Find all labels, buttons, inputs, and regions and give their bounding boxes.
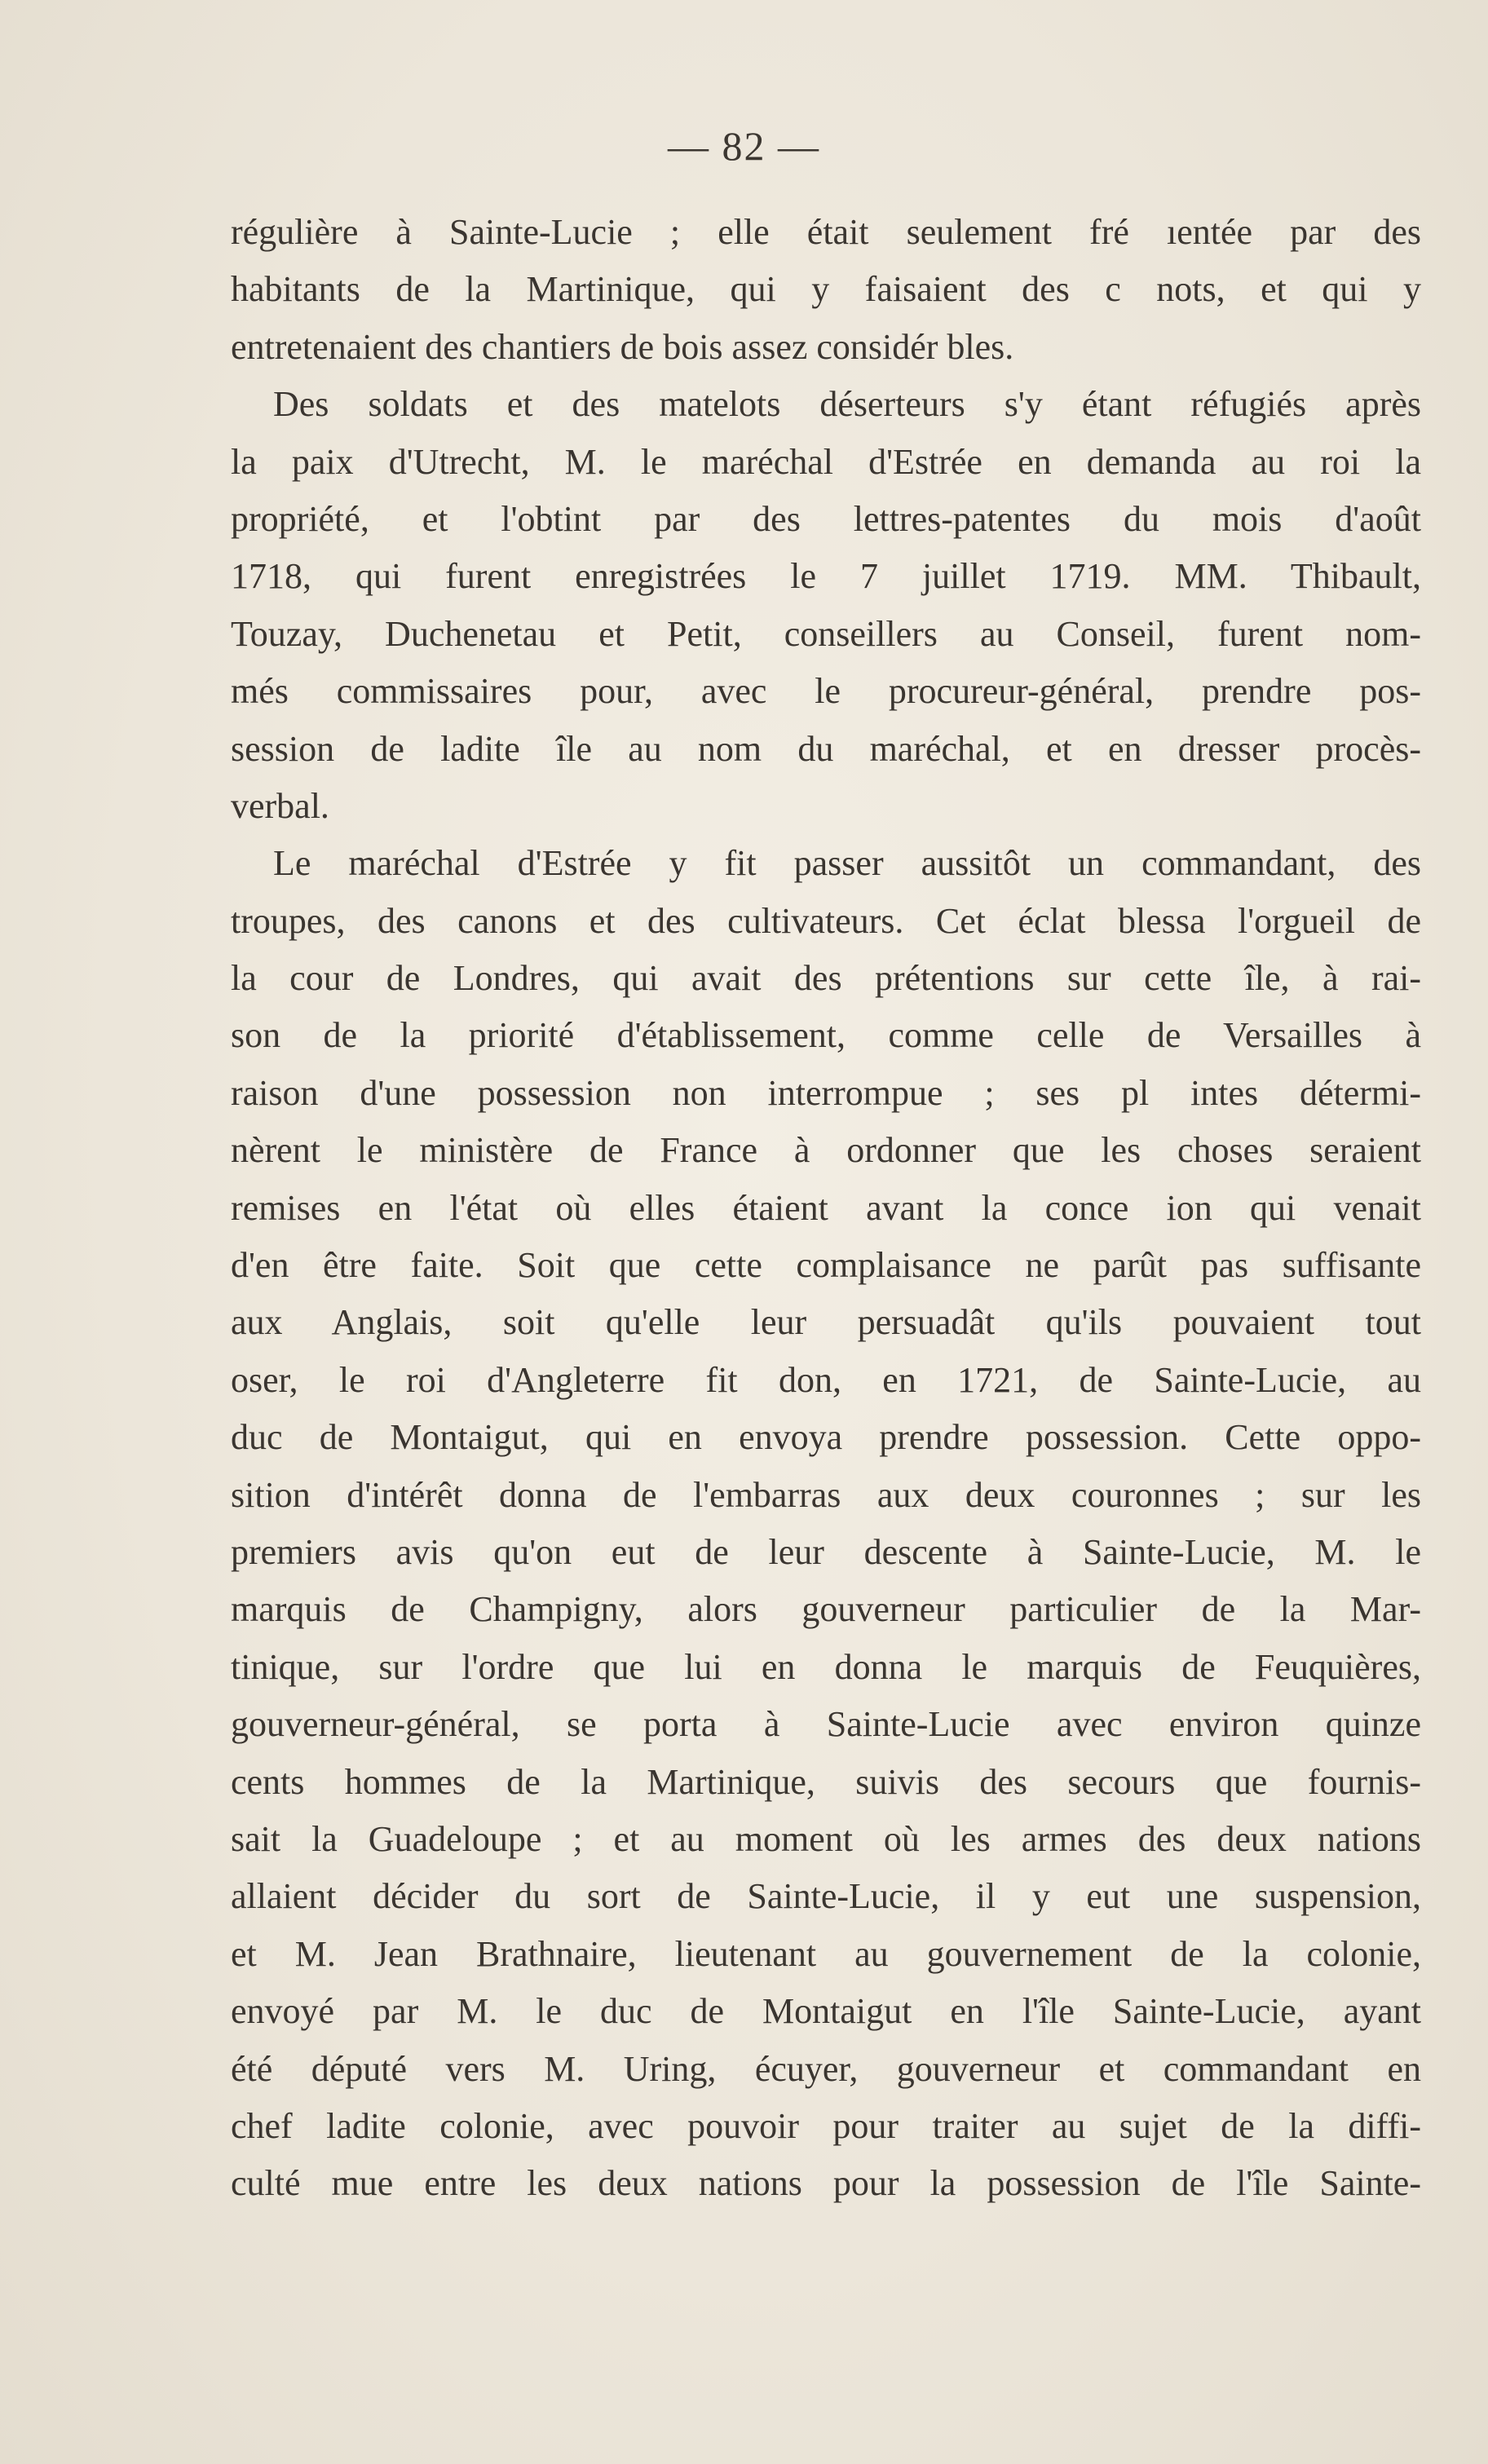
- text-line: entretenaient des chantiers de bois assez considér bles.: [231, 326, 1014, 367]
- text-line: verbal.: [231, 785, 329, 826]
- text-line: allaient décider du sort de Sainte-Lucie, il y eut une suspension,: [231, 1876, 1421, 1917]
- text-line: été député vers M. Uring, écuyer, gouverneur et commandant en: [231, 2048, 1421, 2089]
- text-line: envoyé par M. le duc de Montaigut en l'île Sainte-Lucie, ayant: [231, 1991, 1421, 2032]
- text-line: cents hommes de la Martinique, suivis des secours que fournis-: [231, 1761, 1421, 1802]
- text-line: oser, le roi d'Angleterre fit don, en 1721, de Sainte-Lucie, au: [231, 1359, 1421, 1400]
- text-line: la paix d'Utrecht, M. le maréchal d'Estrée en demanda au roi la: [231, 441, 1421, 482]
- text-line: d'en être faite. Soit que cette complaisance ne parût pas suffisante: [231, 1245, 1421, 1286]
- text-line: propriété, et l'obtint par des lettres-patentes du mois d'août: [231, 498, 1421, 539]
- text-line: aux Anglais, soit qu'elle leur persuadât qu'ils pouvaient tout: [231, 1302, 1421, 1343]
- text-line: son de la priorité d'établissement, comme celle de Versailles à: [231, 1015, 1421, 1056]
- text-line: la cour de Londres, qui avait des prétentions sur cette île, à rai-: [231, 958, 1421, 999]
- text-line: més commissaires pour, avec le procureur-général, prendre pos-: [231, 671, 1421, 712]
- text-line: chef ladite colonie, avec pouvoir pour traiter au sujet de la diffi-: [231, 2105, 1421, 2146]
- text-line: raison d'une possession non interrompue ; ses pl intes détermi-: [231, 1072, 1421, 1113]
- text-line: Le maréchal d'Estrée y fit passer aussitôt un commandant, des: [273, 843, 1421, 884]
- text-line: premiers avis qu'on eut de leur descente à Sainte-Lucie, M. le: [231, 1531, 1421, 1572]
- text-line: remises en l'état où elles étaient avant la conce ion qui venait: [231, 1187, 1421, 1228]
- text-line: nèrent le ministère de France à ordonner que les choses seraient: [231, 1130, 1421, 1171]
- text-line: duc de Montaigut, qui en envoya prendre possession. Cette oppo-: [231, 1417, 1421, 1458]
- text-line: et M. Jean Brathnaire, lieutenant au gouvernement de la colonie,: [231, 1933, 1421, 1974]
- text-line: 1718, qui furent enregistrées le 7 juillet 1719. MM. Thibault,: [231, 556, 1421, 597]
- body-text: [231, 204, 1421, 2213]
- text-line: régulière à Sainte-Lucie ; elle était seulement fré ıentée par des: [231, 212, 1421, 252]
- text-line: troupes, des canons et des cultivateurs. Cet éclat blessa l'orgueil de: [231, 900, 1421, 941]
- text-line: marquis de Champigny, alors gouverneur particulier de la Mar-: [231, 1589, 1421, 1630]
- page-number: — 82 —: [668, 123, 820, 169]
- text-line: Des soldats et des matelots déserteurs s'y étant réfugiés après: [273, 384, 1421, 425]
- text-line: gouverneur-général, se porta à Sainte-Lucie avec environ quinze: [231, 1704, 1421, 1745]
- text-line: sait la Guadeloupe ; et au moment où les armes des deux nations: [231, 1818, 1421, 1859]
- text-line: culté mue entre les deux nations pour la possession de l'île Sainte-: [231, 2163, 1421, 2204]
- text-line: tinique, sur l'ordre que lui en donna le marquis de Feuquières,: [231, 1646, 1421, 1687]
- text-line: Touzay, Duchenetau et Petit, conseillers au Conseil, furent nom-: [231, 613, 1421, 654]
- text-line: session de ladite île au nom du maréchal, et en dresser procès-: [231, 728, 1421, 769]
- text-line: sition d'intérêt donna de l'embarras aux deux couronnes ; sur les: [231, 1474, 1421, 1515]
- text-line: habitants de la Martinique, qui y faisaient des c nots, et qui y: [231, 269, 1421, 310]
